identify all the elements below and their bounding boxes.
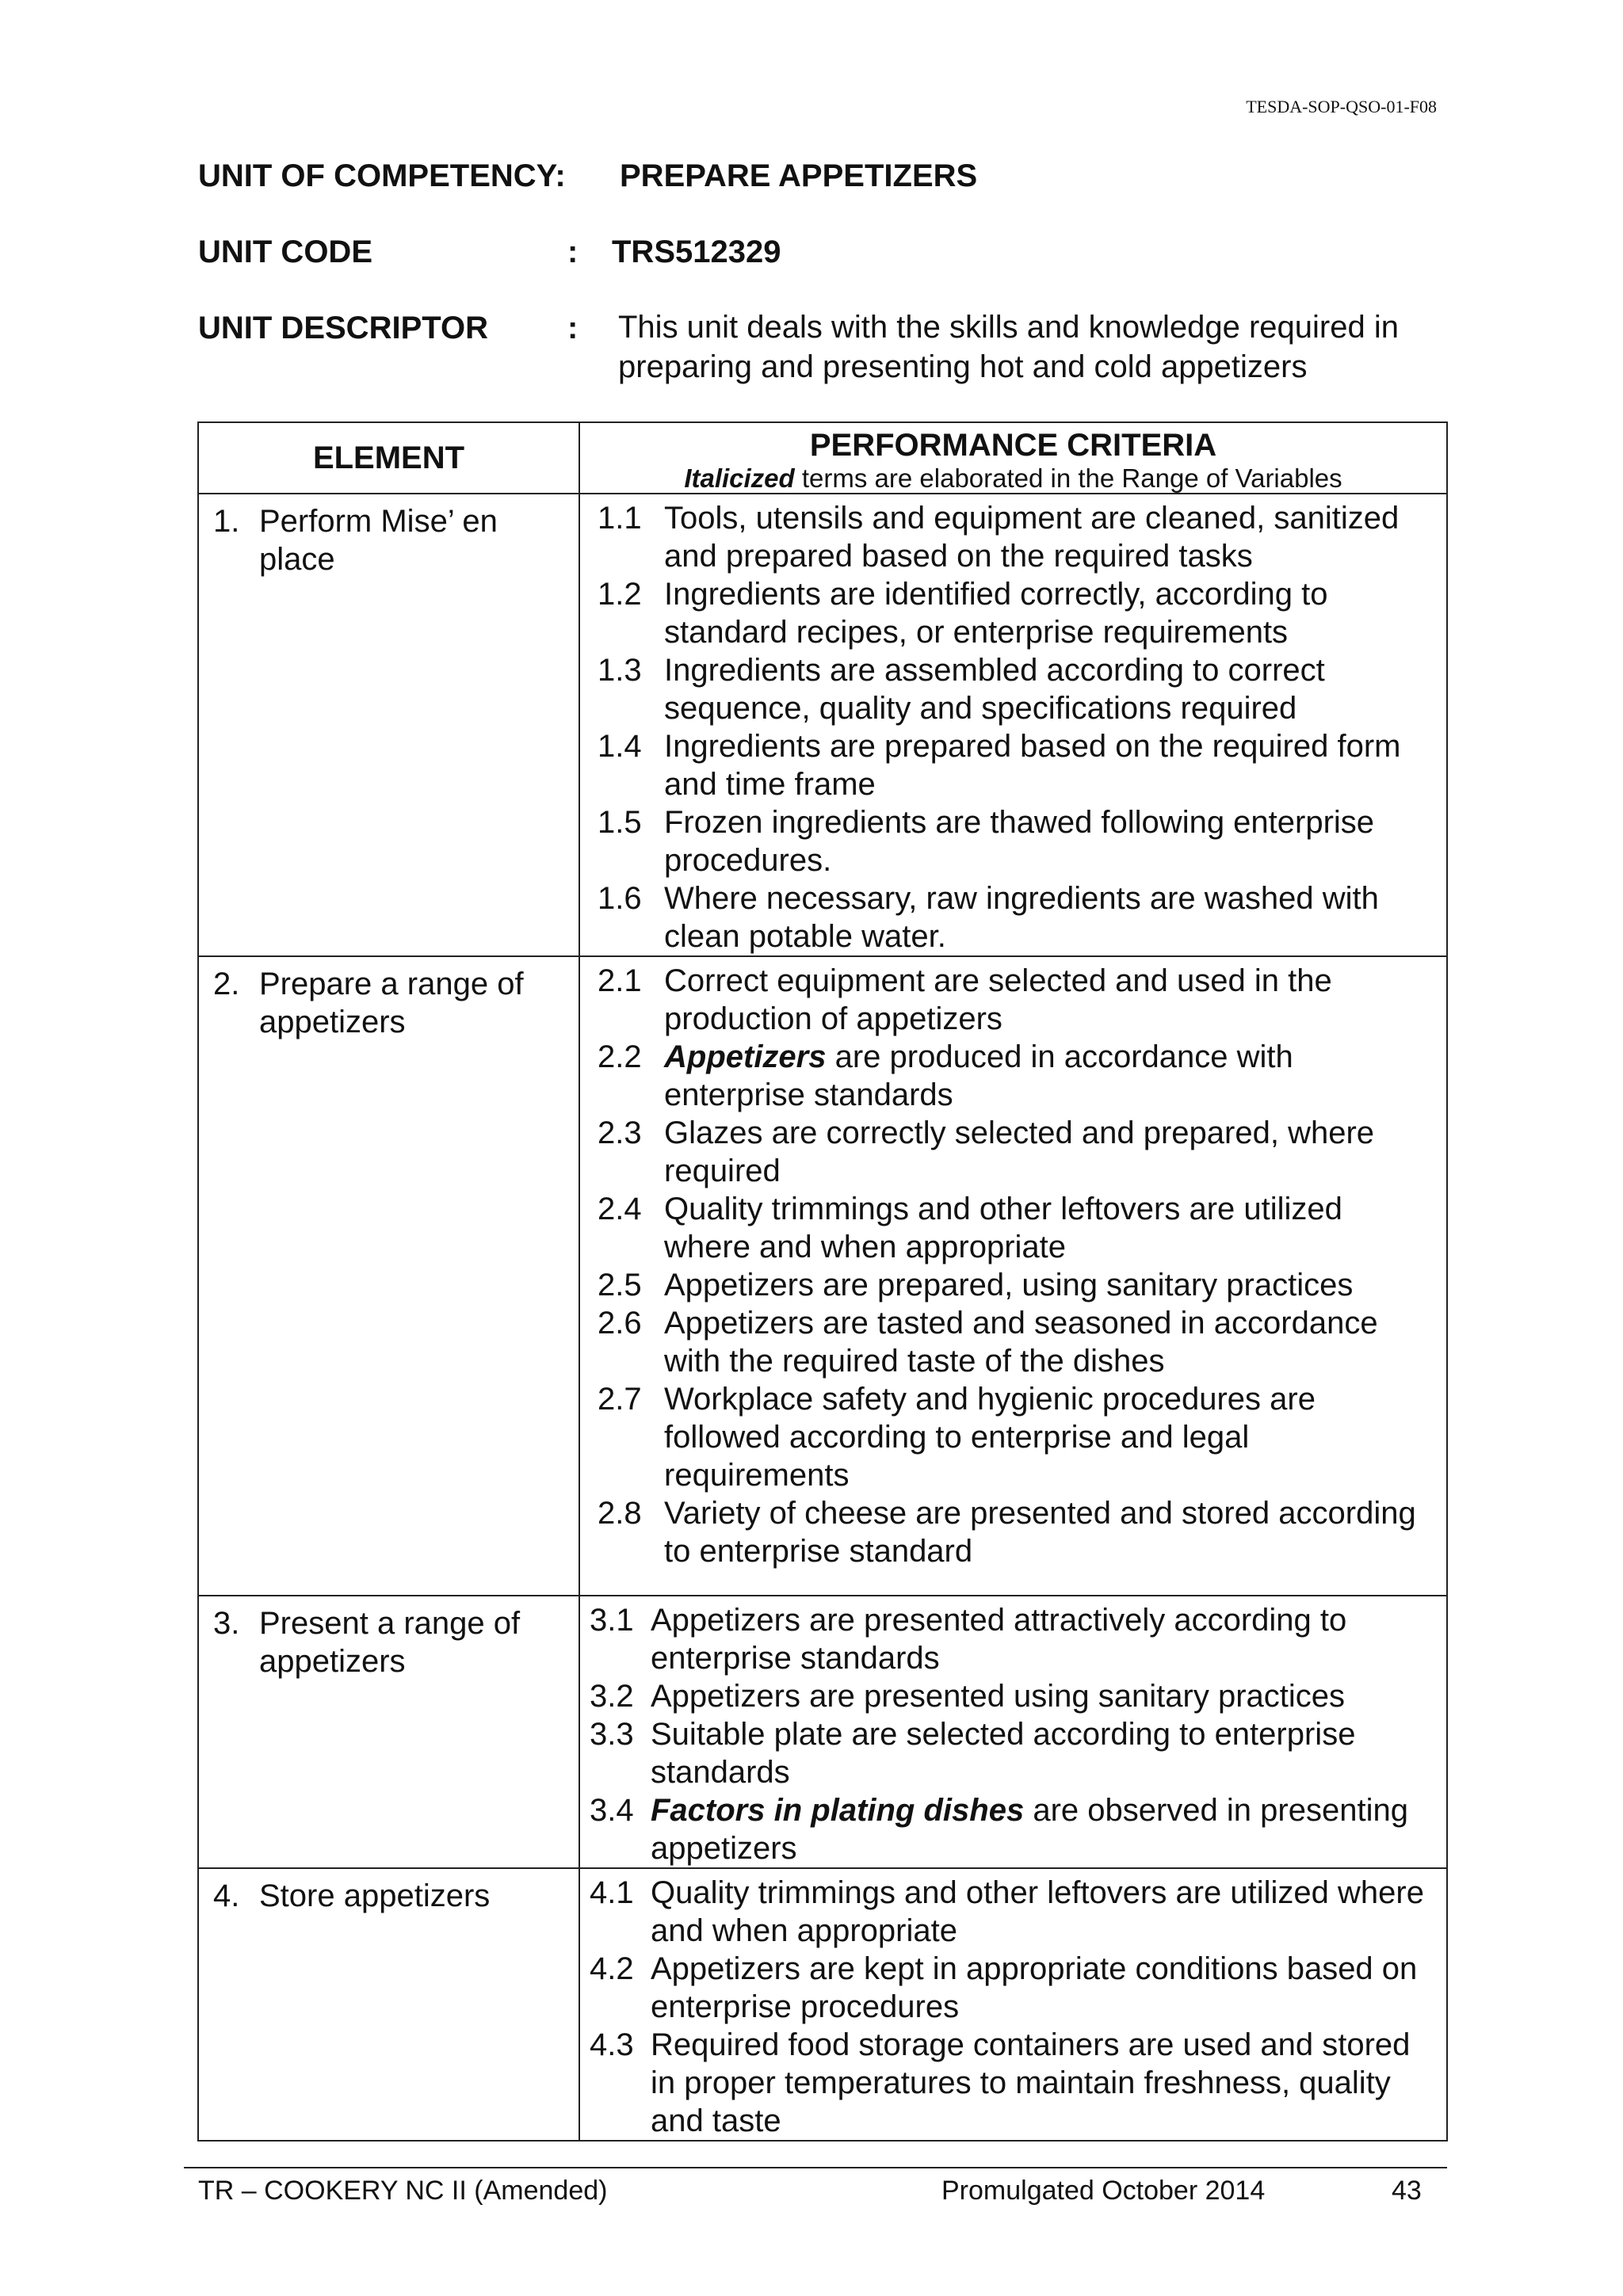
criterion-text xyxy=(651,1874,1446,1950)
criterion-item xyxy=(580,499,1446,575)
competency-table xyxy=(197,421,1448,2142)
unit-descriptor-label: UNIT DESCRIPTOR xyxy=(198,311,488,345)
criteria-header-title: PERFORMANCE CRITERIA xyxy=(809,428,1217,463)
table-row xyxy=(198,956,1447,1596)
footer-title: TR – COOKERY NC II (Amended) xyxy=(198,2176,608,2206)
element-number: 3. xyxy=(213,1606,240,1641)
criterion-text xyxy=(651,1791,1446,1867)
footer-divider xyxy=(184,2167,1447,2168)
criterion-item xyxy=(580,1266,1446,1304)
criterion-range-term: Appetizers xyxy=(664,1039,827,1074)
unit-code-colon: : xyxy=(567,235,579,269)
criterion-number: 3.2 xyxy=(590,1679,634,1714)
criteria-header-note-italic: Italicized xyxy=(684,463,795,493)
criterion-item xyxy=(580,1874,1446,1950)
criterion-number: 4.2 xyxy=(590,1951,634,1986)
criterion-text-main: Correct equipment are selected and used in the production of appetizers xyxy=(664,963,1332,1036)
criterion-item xyxy=(580,1601,1446,1677)
criterion-number: 2.8 xyxy=(598,1496,642,1531)
criterion-text-main: Suitable plate are selected according to enterprise standards xyxy=(651,1717,1356,1790)
criterion-text xyxy=(664,1304,1446,1380)
criterion-item xyxy=(580,1950,1446,2026)
criterion-item xyxy=(580,962,1446,1038)
element-header: ELEMENT xyxy=(198,422,579,494)
criterion-text xyxy=(664,803,1446,879)
criterion-number: 2.2 xyxy=(598,1039,642,1074)
criteria-cell xyxy=(579,1596,1447,1868)
criterion-number: 3.1 xyxy=(590,1603,634,1638)
criterion-text-main: Tools, utensils and equipment are cleaned, sanitized and prepared based on the required tasks xyxy=(664,501,1400,574)
criterion-number: 1.2 xyxy=(598,577,642,612)
unit-code-label: UNIT CODE xyxy=(198,235,372,269)
criterion-text xyxy=(664,727,1446,803)
criterion-text-main: Appetizers are presented using sanitary practices xyxy=(651,1679,1346,1714)
criteria-cell xyxy=(579,1868,1447,2141)
criterion-item xyxy=(580,651,1446,727)
element-number: 4. xyxy=(213,1878,240,1913)
criterion-number: 2.1 xyxy=(598,963,642,998)
criterion-item xyxy=(580,727,1446,803)
criterion-item xyxy=(580,1380,1446,1494)
criterion-text xyxy=(664,1266,1446,1304)
criterion-text-main: Where necessary, raw ingredients are washed with clean potable water. xyxy=(664,881,1379,954)
criterion-text-main: Appetizers are tasted and seasoned in accordance with the required taste of the dishes xyxy=(664,1306,1378,1379)
criterion-item xyxy=(580,879,1446,955)
table-row xyxy=(198,494,1447,956)
element-title: Prepare a range of appetizers xyxy=(259,967,524,1039)
unit-descriptor-colon: : xyxy=(567,311,579,345)
footer-promulgated: Promulgated October 2014 xyxy=(941,2176,1266,2206)
criterion-text-main: Appetizers are kept in appropriate conditions based on enterprise procedures xyxy=(651,1951,1418,2024)
table-row xyxy=(198,1868,1447,2141)
criterion-number: 2.5 xyxy=(598,1268,642,1302)
criterion-text-rest: are produced in accordance with enterprise standards xyxy=(664,1039,1293,1112)
criterion-text xyxy=(651,2026,1446,2140)
criterion-text xyxy=(651,1950,1446,2026)
element-title: Store appetizers xyxy=(259,1878,491,1913)
criterion-text-main: Quality trimmings and other leftovers are utilized where and when appropriate xyxy=(651,1875,1424,1948)
criterion-text xyxy=(651,1715,1446,1791)
element-cell xyxy=(198,494,579,956)
criterion-number: 4.3 xyxy=(590,2027,634,2062)
element-cell xyxy=(198,1868,579,2141)
criterion-text-main: Appetizers are prepared, using sanitary practices xyxy=(664,1268,1354,1302)
criteria-header-note-text: terms are elaborated in the Range of Variables xyxy=(794,463,1342,493)
criterion-text-main: Variety of cheese are presented and stored according to enterprise standard xyxy=(664,1496,1416,1569)
criterion-range-term: Factors in plating dishes xyxy=(651,1793,1025,1828)
footer-page-number: 43 xyxy=(1392,2176,1422,2206)
unit-of-competency-value: PREPARE APPETIZERS xyxy=(620,158,978,193)
element-cell xyxy=(198,956,579,1596)
criteria-list xyxy=(580,494,1446,955)
criterion-item xyxy=(580,2026,1446,2140)
table-row xyxy=(198,1596,1447,1868)
criterion-number: 2.3 xyxy=(598,1116,642,1150)
criterion-number: 3.4 xyxy=(590,1793,634,1828)
criteria-list xyxy=(580,1596,1446,1867)
criteria-cell xyxy=(579,956,1447,1596)
criterion-text xyxy=(664,879,1446,955)
criterion-text xyxy=(664,1380,1446,1494)
criterion-text-main: Workplace safety and hygienic procedures are followed according to enterprise and legal requirements xyxy=(664,1382,1316,1493)
unit-of-competency-label: UNIT OF COMPETENCY: xyxy=(198,158,566,193)
criteria-header-note xyxy=(580,464,1446,493)
element-cell xyxy=(198,1596,579,1868)
criterion-item xyxy=(580,1304,1446,1380)
criterion-number: 2.4 xyxy=(598,1192,642,1226)
criterion-text xyxy=(664,575,1446,651)
criterion-text-main: Required food storage containers are used and stored in proper temperatures to maintain freshness, quality and taste xyxy=(651,2027,1411,2138)
criteria-header xyxy=(579,422,1447,494)
criterion-text-main: Ingredients are assembled according to correct sequence, quality and specifications required xyxy=(664,653,1325,726)
criterion-item xyxy=(580,1114,1446,1190)
criterion-text-main: Appetizers are presented attractively according to enterprise standards xyxy=(651,1603,1347,1676)
criterion-text xyxy=(664,651,1446,727)
criterion-number: 3.3 xyxy=(590,1717,634,1752)
criterion-text-main: Quality trimmings and other leftovers are utilized where and when appropriate xyxy=(664,1192,1342,1264)
element-number: 1. xyxy=(213,504,240,539)
criterion-text-main: Ingredients are identified correctly, according to standard recipes, or enterprise requirements xyxy=(664,577,1328,650)
criterion-text-rest: are observed in presenting appetizers xyxy=(651,1793,1408,1866)
criterion-item xyxy=(580,1190,1446,1266)
element-number: 2. xyxy=(213,967,240,1001)
criteria-list xyxy=(580,957,1446,1570)
criterion-text-main: Ingredients are prepared based on the required form and time frame xyxy=(664,729,1401,802)
criterion-text-main: Glazes are correctly selected and prepared, where required xyxy=(664,1116,1375,1188)
criterion-text xyxy=(664,499,1446,575)
criterion-text xyxy=(651,1677,1446,1715)
criterion-text xyxy=(664,1038,1446,1114)
criteria-cell xyxy=(579,494,1447,956)
criterion-text-main: Frozen ingredients are thawed following enterprise procedures. xyxy=(664,805,1375,878)
criterion-text xyxy=(664,962,1446,1038)
criterion-text xyxy=(664,1114,1446,1190)
criterion-item xyxy=(580,803,1446,879)
element-title: Perform Mise’ en place xyxy=(259,504,498,577)
criterion-item xyxy=(580,1677,1446,1715)
criterion-item xyxy=(580,1038,1446,1114)
criterion-number: 1.3 xyxy=(598,653,642,688)
criterion-text xyxy=(664,1190,1446,1266)
criterion-number: 1.1 xyxy=(598,501,642,536)
unit-code-value: TRS512329 xyxy=(612,235,781,269)
criterion-item xyxy=(580,575,1446,651)
criterion-number: 2.7 xyxy=(598,1382,642,1417)
table-header-row xyxy=(198,422,1447,494)
criterion-item xyxy=(580,1715,1446,1791)
element-title: Present a range of appetizers xyxy=(259,1606,521,1679)
criterion-number: 2.6 xyxy=(598,1306,642,1341)
criteria-list xyxy=(580,1869,1446,2140)
criterion-text xyxy=(651,1601,1446,1677)
document-code: TESDA-SOP-QSO-01-F08 xyxy=(1246,97,1437,116)
unit-descriptor-text: This unit deals with the skills and knowledge required in preparing and presenting hot and cold appetizers xyxy=(618,310,1399,384)
criterion-item xyxy=(580,1494,1446,1570)
criterion-number: 1.5 xyxy=(598,805,642,840)
criterion-number: 4.1 xyxy=(590,1875,634,1910)
criterion-text xyxy=(664,1494,1446,1570)
criterion-number: 1.6 xyxy=(598,881,642,916)
criterion-item xyxy=(580,1791,1446,1867)
criterion-number: 1.4 xyxy=(598,729,642,764)
